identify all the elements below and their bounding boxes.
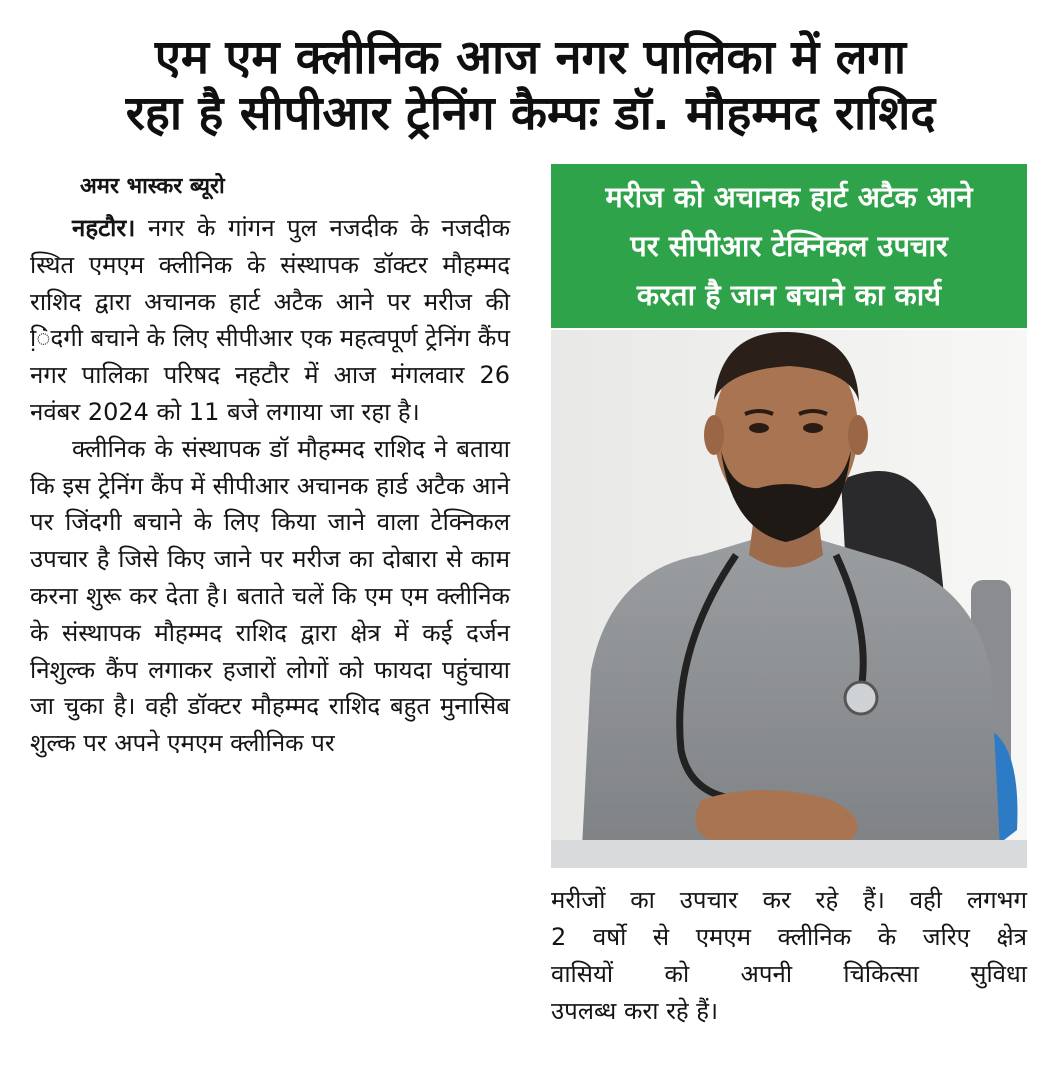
- doctor-photo: [551, 330, 1027, 868]
- article-paragraph-2: क्लीनिक के संस्थापक डॉ मौहम्मद राशिद ने बताया कि इस ट्रेनिंग कैंप में सीपीआर अचानक हार्ड अटैक आने पर जिंदगी बचाने के लिए किया जाने वाला टेक्निकल उपचार है जिसे किए जाने पर मरीज का दोबारा से काम करना शुरू कर देता है। बताते चलें कि एम एम क्लीनिक के संस्थापक मौहम्मद राशिद द्वारा क्षेत्र में कई दर्जन निशुल्क कैंप लगाकर हजारों लोगों को फायदा पहुंचाया जा चुका है। वही डॉक्टर मौहम्मद राशिद बहुत मुनासिब शुल्क पर अपने एमएम क्लीनिक पर: [30, 434, 510, 758]
- article-column-right: [551, 882, 1027, 1030]
- doctor-portrait-illustration: [551, 330, 1027, 868]
- right-ear: [848, 415, 868, 455]
- continuation-line-3: वासियों को अपनी चिकित्सा सुविधा: [551, 960, 1027, 988]
- highlight-line-2: पर सीपीआर टेक्निकल उपचार: [630, 228, 948, 263]
- left-ear: [704, 415, 724, 455]
- dateline: नहटौर।: [72, 214, 136, 242]
- headline: [10, 30, 1051, 142]
- paragraph-1-text: नगर के गांगन पुल नजदीक के नजदीक स्थित एमएम क्लीनिक के संस्थापक डॉक्टर मौहम्मद राशिद द्वारा अचानक हार्ट अटैक आने पर मरीज की ि़ंदगी बचाने के लिए सीपीआर एक महत्वपूर्ण ट्रेनिंग कैंप नगर पालिका परिषद नहटौर में आज मंगलवार 26 नवंबर 2024 को 11 बजे लगाया जा रहा है।: [30, 214, 510, 426]
- byline: अमर भास्कर ब्यूरो: [80, 174, 225, 199]
- headline-line-2: रहा है सीपीआर ट्रेनिंग कैम्पः डॉ. मौहम्मद राशिद: [125, 86, 936, 141]
- article-paragraph-1: [30, 210, 510, 431]
- headline-line-1: एम एम क्लीनिक आज नगर पालिका में लगा: [154, 30, 907, 85]
- highlight-line-3: करता है जान बचाने का कार्य: [636, 277, 942, 312]
- stethoscope-chestpiece: [845, 682, 877, 714]
- highlight-line-1: मरीज को अचानक हार्ट अटैक आने: [605, 179, 973, 214]
- article-column-left: [30, 210, 510, 762]
- continuation-line-2: 2 वर्षो से एमएम क्लीनिक के जरिए क्षेत्र: [551, 923, 1027, 951]
- desk: [551, 840, 1027, 868]
- continuation-line-1: मरीजों का उपचार कर रहे हैं। वही लगभग: [551, 886, 1027, 914]
- continuation-line-4: उपलब्ध करा रहे हैं।: [551, 997, 719, 1025]
- highlight-box: [551, 164, 1027, 328]
